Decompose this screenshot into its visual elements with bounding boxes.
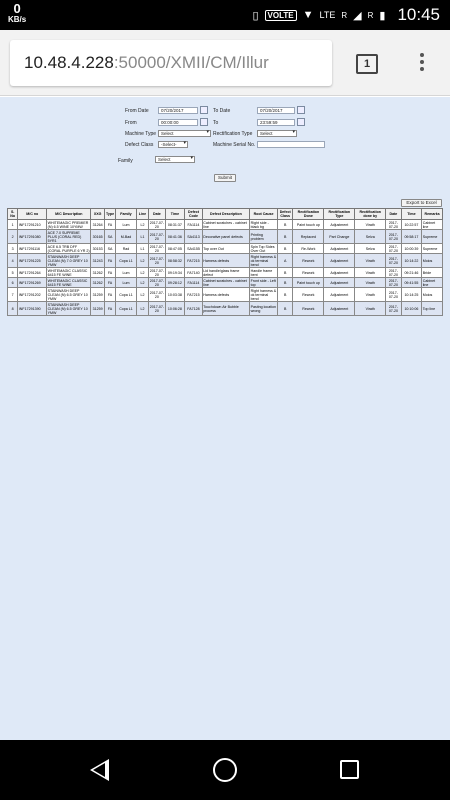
- vibrate-icon: ▯: [252, 9, 259, 22]
- table-row: [8, 288, 443, 302]
- table-cell: Cabinet scratches - cabinet line: [202, 220, 249, 230]
- table-cell: Decorative panel defects: [202, 230, 249, 244]
- table-cell: Lid handle/glass frame defect: [202, 268, 249, 278]
- table-cell: Selva: [355, 230, 386, 244]
- table-cell: INF17291202: [18, 288, 47, 302]
- export-to-excel-button[interactable]: Export to Excel: [401, 199, 442, 207]
- table-cell: Harness defects: [202, 288, 249, 302]
- table-cell: 10:00:39: [401, 244, 422, 254]
- table-cell: FA7215: [185, 288, 203, 302]
- column-header: S. No: [8, 209, 18, 220]
- table-cell: 31262: [91, 278, 104, 288]
- defect-class-select[interactable]: -Select- ▾: [158, 141, 188, 148]
- table-cell: FA: [104, 288, 115, 302]
- column-header: Time: [165, 209, 185, 220]
- table-cell: Supreme: [422, 230, 443, 244]
- table-cell: A: [277, 254, 292, 268]
- table-cell: Lum: [116, 278, 137, 288]
- battery-icon: ▮: [379, 9, 386, 22]
- table-cell: INF17291269: [18, 278, 47, 288]
- table-cell: INF17291116: [18, 244, 47, 254]
- table-cell: L2: [136, 268, 148, 278]
- table-cell: B: [277, 288, 292, 302]
- tab-switcher-button[interactable]: 1: [356, 54, 378, 74]
- table-cell: SA4155: [185, 244, 203, 254]
- table-cell: Replaced: [293, 230, 324, 244]
- table-cell: Handle frame bent: [250, 268, 278, 278]
- table-cell: 2017-07-20: [149, 220, 165, 229]
- column-header: Line: [136, 209, 148, 220]
- table-cell: Re-Work: [293, 244, 324, 254]
- speed-value: 0: [13, 1, 21, 16]
- column-header: Defect Class: [277, 209, 292, 220]
- table-cell: 5: [8, 268, 18, 278]
- wifi-icon: ▼: [302, 9, 314, 21]
- table-cell: 2017-07-20: [149, 268, 165, 277]
- defect-class-label: Defect Class: [125, 142, 154, 148]
- table-cell: Moios: [422, 288, 443, 302]
- from-date-input[interactable]: 07/20/2017: [158, 107, 198, 114]
- table-row: [8, 278, 443, 288]
- roaming-indicator: R: [341, 10, 348, 20]
- table-cell: 09:19:34: [165, 268, 185, 278]
- column-header: M/C Description: [47, 209, 91, 220]
- table-cell: L2: [136, 220, 148, 230]
- table-cell: Rad: [116, 244, 137, 254]
- table-cell: 09:41:55: [401, 278, 422, 288]
- to-date-input[interactable]: 07/20/2017: [257, 107, 295, 114]
- table-cell: B: [277, 268, 292, 278]
- table-cell: STAINWASH DEEP CLEAN (N) 7.0 GREY 10 YMW: [47, 254, 91, 268]
- roaming-indicator-2: R: [367, 10, 374, 20]
- browser-menu-icon[interactable]: [414, 53, 430, 77]
- signal-icon: ◢: [353, 9, 362, 22]
- table-cell: FA7128: [185, 302, 203, 316]
- table-row: [8, 230, 443, 244]
- table-cell: 7: [8, 288, 18, 302]
- defect-report-table: [7, 208, 443, 316]
- table-cell: 4: [8, 254, 18, 268]
- table-cell: FA: [104, 278, 115, 288]
- from-date-label: From Date: [125, 108, 149, 114]
- table-cell: Virath: [355, 268, 386, 278]
- volte-badge: VOLTE: [265, 10, 297, 21]
- table-cell: Adjustment: [324, 268, 355, 278]
- table-cell: L1: [136, 244, 148, 254]
- column-header: Defect Description: [202, 209, 249, 220]
- network-speed: [8, 3, 26, 25]
- table-cell: 09:28:12: [165, 278, 185, 288]
- home-icon[interactable]: [213, 758, 237, 782]
- table-row: [8, 268, 443, 278]
- table-cell: Paint touch up: [293, 220, 324, 230]
- table-cell: 08:47:05: [165, 244, 185, 254]
- table-cell: Part Change: [324, 230, 355, 244]
- table-cell: Adjustment: [324, 244, 355, 254]
- table-cell: 31262: [91, 268, 104, 278]
- lte-label: LTE: [319, 10, 336, 20]
- table-cell: Supreme: [422, 244, 443, 254]
- table-cell: WHITEMAGIC PREMIER (N) 6.5 WINE 10YMW: [47, 220, 91, 230]
- table-row: [8, 220, 443, 230]
- column-header: Type: [104, 209, 115, 220]
- table-cell: L2: [136, 254, 148, 268]
- table-cell: FA7215: [185, 254, 203, 268]
- rectification-type-select[interactable]: Select ▾: [257, 130, 297, 137]
- table-cell: 2017-07-20: [386, 254, 401, 268]
- machine-serial-label: Machine Serial No.: [213, 142, 256, 148]
- column-header: Rectification Done: [293, 209, 324, 220]
- table-cell: 2017-07-20: [386, 244, 401, 254]
- table-cell: M-Bad: [116, 230, 137, 244]
- table-cell: 2017-07-20: [386, 220, 401, 230]
- from-date-calendar-icon[interactable]: [200, 106, 208, 114]
- to-time-picker-icon[interactable]: [297, 118, 305, 126]
- to-date-label: To Date: [213, 108, 231, 114]
- table-cell: INF17291210: [18, 220, 47, 230]
- table-cell: 08:41:36: [165, 230, 185, 244]
- table-cell: Rework: [293, 302, 324, 316]
- url-host: 10.48.4.228: [24, 53, 114, 72]
- table-cell: Paint touch up: [293, 278, 324, 288]
- table-cell: 10:22:57: [401, 220, 422, 230]
- status-icons: [252, 5, 440, 25]
- table-cell: Copa L1: [116, 302, 137, 316]
- table-cell: 2017-07-20: [149, 244, 165, 253]
- table-cell: B: [277, 278, 292, 288]
- clock: 10:45: [397, 5, 440, 24]
- from-time-picker-icon[interactable]: [200, 118, 208, 126]
- table-cell: Touchdown Air Bubble process: [202, 302, 249, 316]
- table-cell: INF17291080: [18, 230, 47, 244]
- machine-type-label: Machine Type: [125, 131, 157, 137]
- table-cell: FA: [104, 254, 115, 268]
- table-cell: Rework: [293, 268, 324, 278]
- table-cell: FA: [104, 220, 115, 230]
- column-header: M/C no: [18, 209, 47, 220]
- table-cell: Top line: [422, 302, 443, 316]
- machine-serial-input[interactable]: [257, 141, 325, 148]
- table-cell: INF17291225: [18, 254, 47, 268]
- column-header: Rectification done by: [355, 209, 386, 220]
- table-cell: 2017-07-20: [149, 254, 165, 268]
- table-cell: 10:03:38: [165, 288, 185, 302]
- column-header: XXG: [91, 209, 104, 220]
- table-cell: 2: [8, 230, 18, 244]
- table-header-row: [8, 209, 443, 220]
- table-cell: Rework: [293, 254, 324, 268]
- table-cell: B: [277, 244, 292, 254]
- column-header: Family: [116, 209, 137, 220]
- table-cell: Virath: [355, 278, 386, 288]
- table-cell: 10:10:06: [401, 302, 422, 316]
- table-cell: Bride: [422, 268, 443, 278]
- to-date-calendar-icon[interactable]: [297, 106, 305, 114]
- family-select[interactable]: Select ▾: [155, 156, 195, 163]
- web-page: [0, 97, 450, 740]
- table-cell: Spin Top Sides Over Out: [250, 244, 278, 254]
- navigation-bar: [0, 740, 450, 800]
- submit-button[interactable]: Submit: [214, 174, 236, 182]
- table-cell: 08:58:32: [165, 254, 185, 268]
- table-cell: SA4113: [185, 230, 203, 244]
- table-cell: 09:58:17: [401, 230, 422, 244]
- column-header: Defect Code: [185, 209, 203, 220]
- table-cell: 2017-07-20: [386, 302, 401, 316]
- table-cell: 08:31:37: [165, 220, 185, 230]
- to-time-label: To: [213, 120, 219, 126]
- table-cell: L2: [136, 302, 148, 316]
- table-cell: L2: [136, 288, 148, 302]
- table-cell: 2017-07-20: [149, 230, 165, 244]
- column-header: Root Cause: [250, 209, 278, 220]
- table-cell: Right side - black bg: [250, 220, 278, 230]
- table-cell: Cabinet line: [422, 278, 443, 288]
- table-cell: ACE 6.5 TRB DFF (CORAL PURPLE 6 YR 2): [47, 244, 90, 253]
- table-cell: INF17291390: [18, 302, 47, 316]
- table-cell: Selva: [355, 244, 386, 254]
- table-cell: Pasting location wrong: [250, 302, 278, 316]
- table-cell: B: [277, 302, 292, 316]
- table-cell: Virath: [355, 302, 386, 316]
- table-cell: STAINWASH DEEP CLEAN (N) 6.5 GREY 10 YMW: [47, 302, 91, 316]
- table-cell: 10:14:25: [401, 288, 422, 302]
- column-header: Rectification Type: [324, 209, 355, 220]
- url-field[interactable]: [10, 40, 332, 86]
- table-cell: 2017-07-20: [149, 278, 165, 287]
- table-cell: Copa L1: [116, 254, 137, 268]
- column-header: Time: [401, 209, 422, 220]
- status-bar: [0, 0, 450, 30]
- table-cell: 2017-07-20: [386, 268, 401, 278]
- table-cell: INF17291264: [18, 268, 47, 278]
- recent-apps-icon[interactable]: [340, 760, 359, 779]
- table-cell: FA: [104, 268, 115, 278]
- table-cell: 30165: [91, 230, 104, 244]
- table-cell: Lum: [116, 268, 137, 278]
- machine-type-select[interactable]: Select ▾: [158, 130, 211, 137]
- table-cell: B: [277, 230, 292, 244]
- table-cell: Cabinet scratches - cabinet line: [202, 278, 249, 288]
- from-time-input[interactable]: 00:00:00: [158, 119, 198, 126]
- table-cell: 1: [8, 220, 18, 230]
- table-cell: 8: [8, 302, 18, 316]
- table-cell: Printing problem: [250, 230, 278, 244]
- table-cell: FA: [104, 302, 115, 316]
- table-cell: Adjustment: [324, 288, 355, 302]
- table-cell: Harness defects: [202, 254, 249, 268]
- table-cell: 6: [8, 278, 18, 288]
- table-cell: 2017-07-20: [386, 278, 401, 288]
- table-cell: 3: [8, 244, 18, 254]
- table-cell: L2: [136, 278, 148, 288]
- column-header: Date: [386, 209, 401, 220]
- table-cell: FA7140: [185, 268, 203, 278]
- table-cell: B: [277, 220, 292, 230]
- table-cell: SA: [104, 244, 115, 254]
- table-cell: Top over Out: [202, 244, 249, 254]
- from-time-label: From: [125, 120, 137, 126]
- family-label: Family: [118, 158, 133, 164]
- browser-toolbar: [0, 30, 450, 96]
- table-cell: L1: [136, 230, 148, 244]
- back-icon[interactable]: [90, 759, 109, 781]
- table-cell: 2017-07-20: [149, 302, 165, 316]
- table-cell: Right harness & ok terminal bend: [250, 254, 277, 267]
- table-cell: 2017-07-20: [149, 288, 165, 302]
- table-cell: WHITEMAGIC CLASSIC 6415 FE WINE: [47, 278, 91, 288]
- table-cell: STAINWASH DEEP CLEAN (N) 6.5 GREY 10 YMW: [47, 288, 91, 302]
- table-cell: 31243: [91, 254, 104, 268]
- url-path: :50000/XMII/CM/Illur: [113, 53, 269, 72]
- table-cell: Adjustment: [324, 278, 355, 288]
- speed-unit: KB/s: [8, 15, 27, 24]
- table-cell: 31259: [91, 288, 104, 302]
- table-cell: 10:14:22: [401, 254, 422, 268]
- table-cell: Virath: [355, 288, 386, 302]
- table-cell: 30153: [91, 244, 104, 254]
- to-time-input[interactable]: 23:59:59: [257, 119, 295, 126]
- table-cell: Right harness & ok terminal bend: [250, 288, 277, 301]
- table-cell: Rework: [293, 288, 324, 302]
- table-cell: 31259: [91, 302, 104, 316]
- table-cell: 2017-07-20: [386, 288, 401, 302]
- table-cell: FA1114: [185, 278, 203, 288]
- table-cell: Copa L1: [116, 288, 137, 302]
- table-cell: 31264: [91, 220, 104, 230]
- table-cell: Lum: [116, 220, 137, 230]
- table-cell: 2017-07-20: [386, 230, 401, 244]
- table-cell: Adjustment: [324, 302, 355, 316]
- table-row: [8, 254, 443, 268]
- table-cell: Adjustment: [324, 220, 355, 230]
- table-cell: SA: [104, 230, 115, 244]
- table-cell: ACE 7.0 SUPREME PLUS (CORAL RED) 5YR1: [47, 230, 91, 244]
- column-header: Remarks: [422, 209, 443, 220]
- table-cell: 09:21:46: [401, 268, 422, 278]
- rectification-type-label: Rectification Type: [213, 131, 253, 137]
- table-cell: Adjustment: [324, 254, 355, 268]
- column-header: Date: [149, 209, 165, 220]
- table-row: [8, 244, 443, 254]
- table-body: [8, 220, 443, 316]
- table-cell: Virath: [355, 254, 386, 268]
- table-cell: Moios: [422, 254, 443, 268]
- table-cell: WHITEMAGIC CLASSIC 6415 FE WINE: [47, 268, 91, 278]
- table-row: [8, 302, 443, 316]
- table-cell: Front side - Left top: [250, 278, 276, 287]
- table-cell: Cabinet line: [422, 220, 443, 230]
- table-cell: FA1114: [185, 220, 203, 230]
- table-cell: 10:06:28: [165, 302, 185, 316]
- table-cell: Virath: [355, 220, 386, 230]
